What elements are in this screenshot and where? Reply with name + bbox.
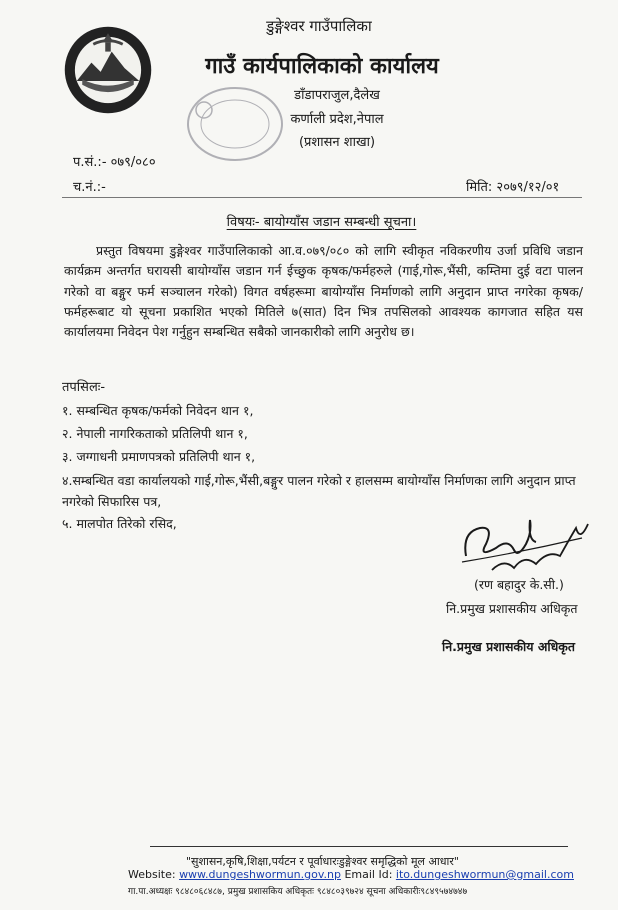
office-section: (प्रशासन शाखा)	[298, 135, 376, 150]
subject-line	[64, 212, 579, 230]
footer-phone-numbers: गा.पा.अध्यक्षः ९८४८०६८४८७, प्रमुख प्रशासकिय अधिकृतः ९८४८०३९७२४ सूचना अधिकारीः९८४९५७४७४७	[128, 887, 468, 897]
signatory-name: (रण बहादुर के.सी.)	[474, 577, 564, 592]
details-heading: तपसिलः-	[62, 380, 106, 395]
footer-motto: "सुशासन,कृषि,शिक्षा,पर्यटन र पूर्वाधारःडुङ्गेश्वर समृद्धिको मूल आधार"	[186, 855, 459, 868]
nepal-emblem-icon	[62, 24, 154, 116]
list-item: ३. जग्गाधनी प्रमाणपत्रको प्रतिलिपी थान १,	[62, 449, 256, 464]
municipality-name: डुङ्गेश्वर गाउँपालिका	[266, 17, 372, 35]
website-link[interactable]: www.dungeshwormun.gov.np	[179, 868, 341, 881]
handwritten-signature	[452, 498, 598, 584]
letter-number: प.सं.:- ०७९/०८०	[73, 155, 156, 170]
office-province: कर्णाली प्रदेश,नेपाल	[290, 112, 384, 127]
list-item: ५. मालपोत तिरेको रसिद,	[62, 516, 177, 531]
website-label: Website:	[128, 868, 176, 881]
footer-divider	[150, 846, 568, 847]
list-item: १. सम्बन्धित कृषक/फर्मको निवेदन थान १,	[62, 403, 254, 418]
signatory-title: नि.प्रमुख प्रशासकीय अधिकृत	[446, 601, 578, 616]
list-item: ४.सम्बन्धित वडा कार्यालयको गाई,गोरू,भैंसी,बङ्गुर पालन गरेको र हालसम्म बायोग्याँस निर्माणका लागि अनुदान प्राप्त नगरेको सिफारिस पत्र,	[62, 473, 576, 509]
header-divider	[62, 197, 582, 198]
signatory-title-stamp: नि.प्रमुख प्रशासकीय अधिकृत	[442, 639, 576, 654]
notice-body: प्रस्तुत विषयमा डुङ्गेश्वर गाउँपालिकाको आ.व.०७९/०८० को लागि स्वीकृत नविकरणीय उर्जा प्रविधि जडान कार्यक्रम अन्तर्गत घरायसी बायोग्याँस जडान गर्न ईच्छुक कृषक/फर्महरुले (गाई,गोरू,भैंसी, कम्तिमा दुई वटा पालन गरेको वा बङ्गुर फर्म सञ्चालन गरेको) विगत वर्षहरूमा बायोग्याँस निर्माणको लागि अनुदान प्राप्त नगरेका कृषक/फर्महरूबाट यो सूचना प्रकाशित भएको मितिले ७(सात) दिन भित्र तपसिलको आवश्यक कागजात सहित यस कार्यालयमा निवेदन पेश गर्नुहुन सम्बन्धित सबैको जानकारीको लागि अनुरोध छ।	[64, 243, 583, 340]
dispatch-number: च.नं.:-	[73, 180, 106, 195]
subject-text: विषयः- बायोग्याँस जडान सम्बन्धी सूचना।	[226, 215, 417, 230]
footer-contact-line	[128, 868, 574, 881]
letter-date: मिति: २०७९/१२/०१	[466, 180, 560, 195]
office-address: डाँडापराजुल,दैलेख	[294, 88, 380, 103]
email-label: Email Id:	[344, 868, 393, 881]
office-round-stamp	[184, 84, 286, 164]
office-name: गाउँ कार्यपालिकाको कार्यालय	[205, 54, 439, 79]
email-link[interactable]: ito.dungeshwormun@gmail.com	[395, 868, 574, 881]
list-item: २. नेपाली नागरिकताको प्रतिलिपी थान १,	[62, 426, 248, 441]
